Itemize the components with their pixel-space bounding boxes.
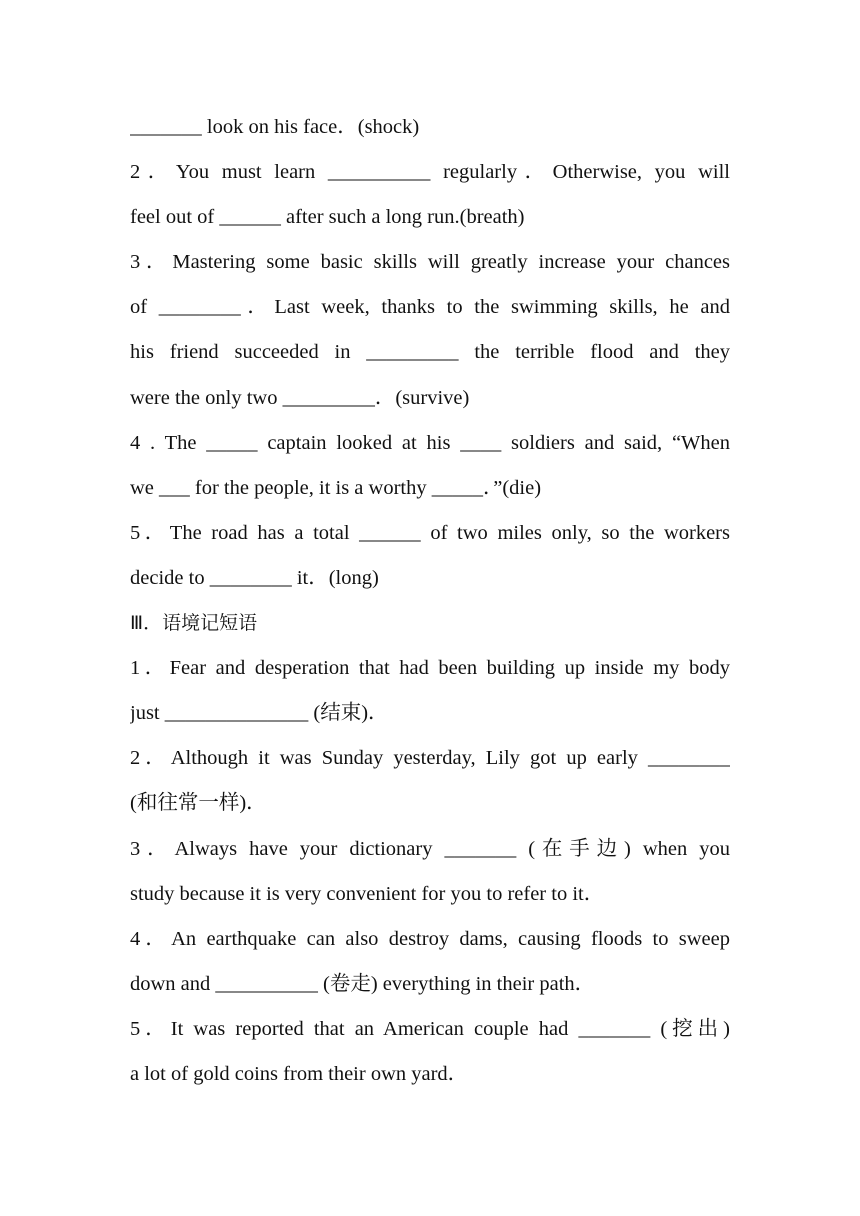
- exercise-line-shock-cont: _______ look on his face．(shock): [130, 116, 420, 138]
- section-heading: Ⅲ．语境记短语: [130, 612, 258, 635]
- phrase-question-3: 3．Always have your dictionary _______ (在手边) when you: [130, 837, 730, 860]
- phrase-question-2: 2．Although it was Sunday yesterday, Lily got up early ________: [130, 747, 730, 770]
- phrase-question-1: 1．Fear and desperation that had been building up inside my body: [130, 657, 730, 680]
- question-3-survive-cont-1: of ________．Last week, thanks to the swimming skills, he and: [130, 296, 730, 319]
- exercise-page: [130, 105, 730, 1097]
- question-3-survive-cont-3: were the only two _________．(survive): [130, 386, 470, 409]
- phrase-question-5-cont: a lot of gold coins from their own yard．: [130, 1062, 469, 1085]
- question-3-survive-cont-2: his friend succeeded in _________ the terrible flood and they: [130, 341, 730, 364]
- question-4-die: 4 . The _____ captain looked at his ____ soldiers and said, “When: [130, 431, 730, 454]
- phrase-question-4-cont: down and __________ (卷走) everything in their path．: [130, 972, 596, 995]
- phrase-question-1-cont: just ______________ (结束)．: [130, 702, 389, 725]
- question-5-long-cont: decide to ________ it．(long): [130, 566, 379, 589]
- question-4-die-cont: we ___ for the people, it is a worthy _____．”(die): [130, 476, 542, 499]
- question-2-breath-cont: feel out of ______ after such a long run.(breath): [130, 206, 525, 229]
- question-5-long: 5．The road has a total ______ of two miles only, so the workers: [130, 521, 730, 544]
- phrase-question-5: 5．It was reported that an American couple had _______ (挖出): [130, 1017, 730, 1040]
- phrase-question-2-cont: (和往常一样)．: [130, 792, 267, 815]
- phrase-question-4: 4．An earthquake can also destroy dams, causing floods to sweep: [130, 927, 730, 950]
- question-3-survive: 3．Mastering some basic skills will greatly increase your chances: [130, 251, 730, 274]
- phrase-question-3-cont: study because it is very convenient for you to refer to it．: [130, 882, 605, 905]
- question-2-breath: 2．You must learn __________ regularly．Otherwise, you will: [130, 161, 730, 184]
